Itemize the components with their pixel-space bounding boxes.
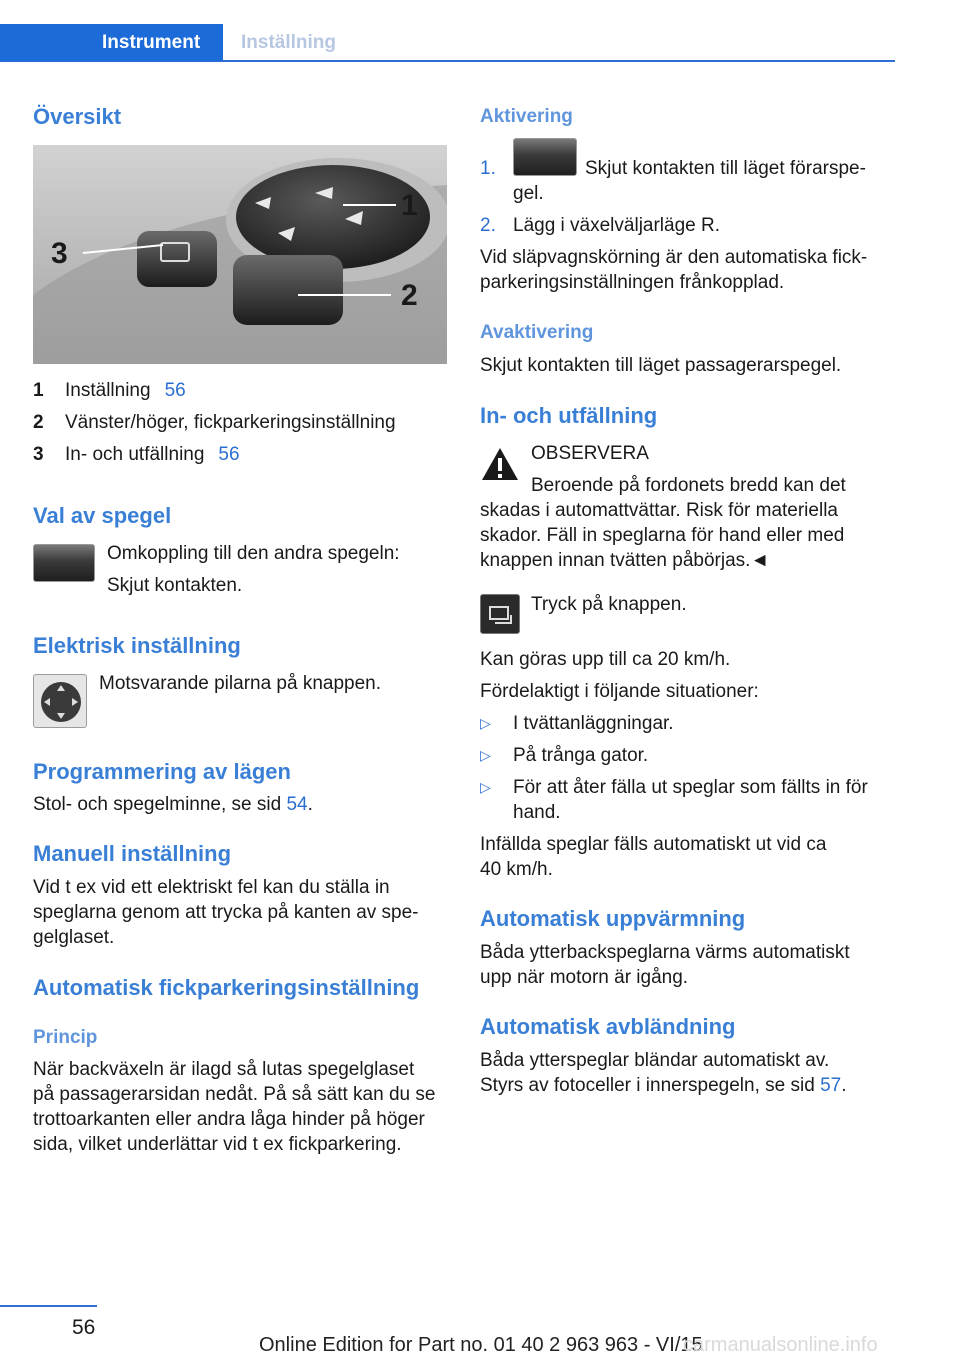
princip-paragraph [33,1057,447,1157]
page-link-54[interactable]: 54 [286,794,308,815]
list-item-bullet-2 [480,743,900,768]
fordel-text: Fördelaktigt i följande situationer: [480,681,759,702]
manuell-paragraph [33,875,447,950]
text-line: 40 km/h. [480,859,553,880]
text-line: Vid t ex vid ett elektriskt fel kan du ställa in [33,877,390,898]
list-item-bullet-3 [480,775,900,825]
text-line: upp när motorn är igång. [480,967,689,988]
heading-oversikt: Översikt [33,104,122,129]
footer-edition: Online Edition for Part no. 01 40 2 963 963 - VI/15 [259,1334,703,1356]
heading-automatisk-avblandning: Automatisk avbländning [480,1014,736,1039]
text-line: skadas i automattvättar. Risk för materiella [480,500,838,521]
legend-number: 3 [33,444,44,465]
text-line: När backväxeln är ilagd så lutas spegelglaset [33,1059,415,1080]
mirror-switch-icon [513,138,577,176]
legend-number: 2 [33,412,44,433]
text-line: på passagerarsidan nedåt. På så sätt kan du se [33,1084,436,1105]
header-tabbar [0,24,895,62]
heading-avaktivering: Avaktivering [480,322,594,343]
text-line: sida, vilket underlättar vid t ex fickparkering. [33,1134,402,1155]
period: . [841,1075,847,1096]
heading-manuell-installning: Manuell inställning [33,841,232,866]
aktivering-note [480,245,900,295]
photo-label-2: 2 [401,279,418,312]
text-line: Vid släpvagnskörning är den automatiska fick‐ [480,247,868,268]
photo-label-1: 1 [401,189,418,222]
step-text: Lägg i växelväljarläge R. [513,215,721,236]
bullet-text: På trånga gator. [513,745,649,766]
text-line: Båda ytterspeglar bländar automatiskt av. [480,1050,830,1071]
legend-number: 1 [33,380,44,401]
text-line: skador. Fäll in speglarna för hand eller med [480,525,845,546]
val-line-2: Skjut kontakten. [107,575,243,596]
legend-text: Inställning [65,380,151,401]
legend-page-link[interactable]: 56 [218,444,240,465]
step-number: 1. [480,158,496,179]
footer-divider [0,1305,97,1307]
infallda-paragraph [480,832,900,882]
mirror-adjust-joystick-icon [33,674,87,728]
programmering-body: Stol- och spegelminne, se sid [33,794,282,815]
text-line-with-link [480,1073,900,1098]
watermark: carmanualsonline.info [683,1334,878,1356]
bullet-text: För att åter fälla ut speglar som fällts in för [513,777,868,798]
legend-page-link[interactable]: 56 [164,380,186,401]
heading-automatisk-uppvarmning: Automatisk uppvärmning [480,906,746,931]
bullet-triangle-icon: ▷ [480,779,491,795]
text-line: parkeringsinställningen frånkopplad. [480,272,785,293]
page-link-57[interactable]: 57 [820,1075,842,1096]
bullet-text-cont: hand. [513,802,561,823]
speed-text: Kan göras upp till ca 20 km/h. [480,649,731,670]
period: . [307,794,313,815]
fold-mirror-button-icon [480,594,520,634]
warning-heading: OBSERVERA [531,443,649,464]
warning-paragraph [480,498,900,573]
mirror-switch-icon [33,544,95,582]
legend-item-3 [33,442,447,467]
tab-instrument[interactable]: Instrument [0,24,223,61]
step-text: Skjut kontakten till läget förarspe‐ [585,158,866,179]
legend-item-2 [33,410,447,435]
heading-elektrisk-installning: Elektrisk inställning [33,633,241,658]
bullet-triangle-icon: ▷ [480,715,491,731]
mirror-switch-illustration [33,145,447,364]
text-line: Styrs av fotoceller i innerspegeln, se sid [480,1075,815,1096]
text-line: Båda ytterbackspeglarna värms automatiskt [480,942,850,963]
step-text-cont: gel. [513,183,544,204]
elektrisk-text: Motsvarande pilarna på knappen. [99,673,382,694]
mirror-control-photo [33,145,447,364]
heading-in-och-utfallning: In- och utfällning [480,403,658,428]
heading-automatisk-fickparkering: Automatisk fickparkeringsinställning [33,975,420,1000]
bullet-triangle-icon: ▷ [480,747,491,763]
val-line-1: Omkoppling till den andra spegeln: [107,543,400,564]
legend-item-1 [33,378,447,403]
step-number: 2. [480,215,496,236]
programmering-text [33,792,313,817]
text-line: speglarna genom att trycka på kanten av spe‐ [33,902,419,923]
heading-val-av-spegel: Val av spegel [33,503,172,528]
warning-triangle-icon [480,446,520,482]
aktivering-step-1 [480,138,900,208]
avblandning-paragraph [480,1048,900,1098]
text-line: knappen innan tvätten påbörjas.◄ [480,550,770,571]
legend-text: Vänster/höger, fickparkeringsinställning [65,412,396,433]
page-number: 56 [72,1316,96,1339]
photo-label-3: 3 [51,237,68,270]
heading-princip: Princip [33,1027,98,1048]
tab-installning[interactable]: Inställning [241,32,336,53]
text-line: gelglaset. [33,927,115,948]
heading-aktivering: Aktivering [480,106,573,127]
avaktivering-text: Skjut kontakten till läget passagerarspegel. [480,355,842,376]
aktivering-step-2 [480,213,900,238]
tryck-text: Tryck på knappen. [531,594,687,615]
warning-line-1: Beroende på fordonets bredd kan det [531,475,846,496]
text-line: trottoarkanten eller andra låga hinder på höger [33,1109,425,1130]
bullet-text: I tvättanläggningar. [513,713,674,734]
heading-programmering: Programmering av lägen [33,759,291,784]
uppvarmning-paragraph [480,940,900,990]
legend-text: In- och utfällning [65,444,205,465]
text-line: Infällda speglar fälls automatiskt ut vid ca [480,834,827,855]
list-item-bullet-1 [480,711,900,736]
